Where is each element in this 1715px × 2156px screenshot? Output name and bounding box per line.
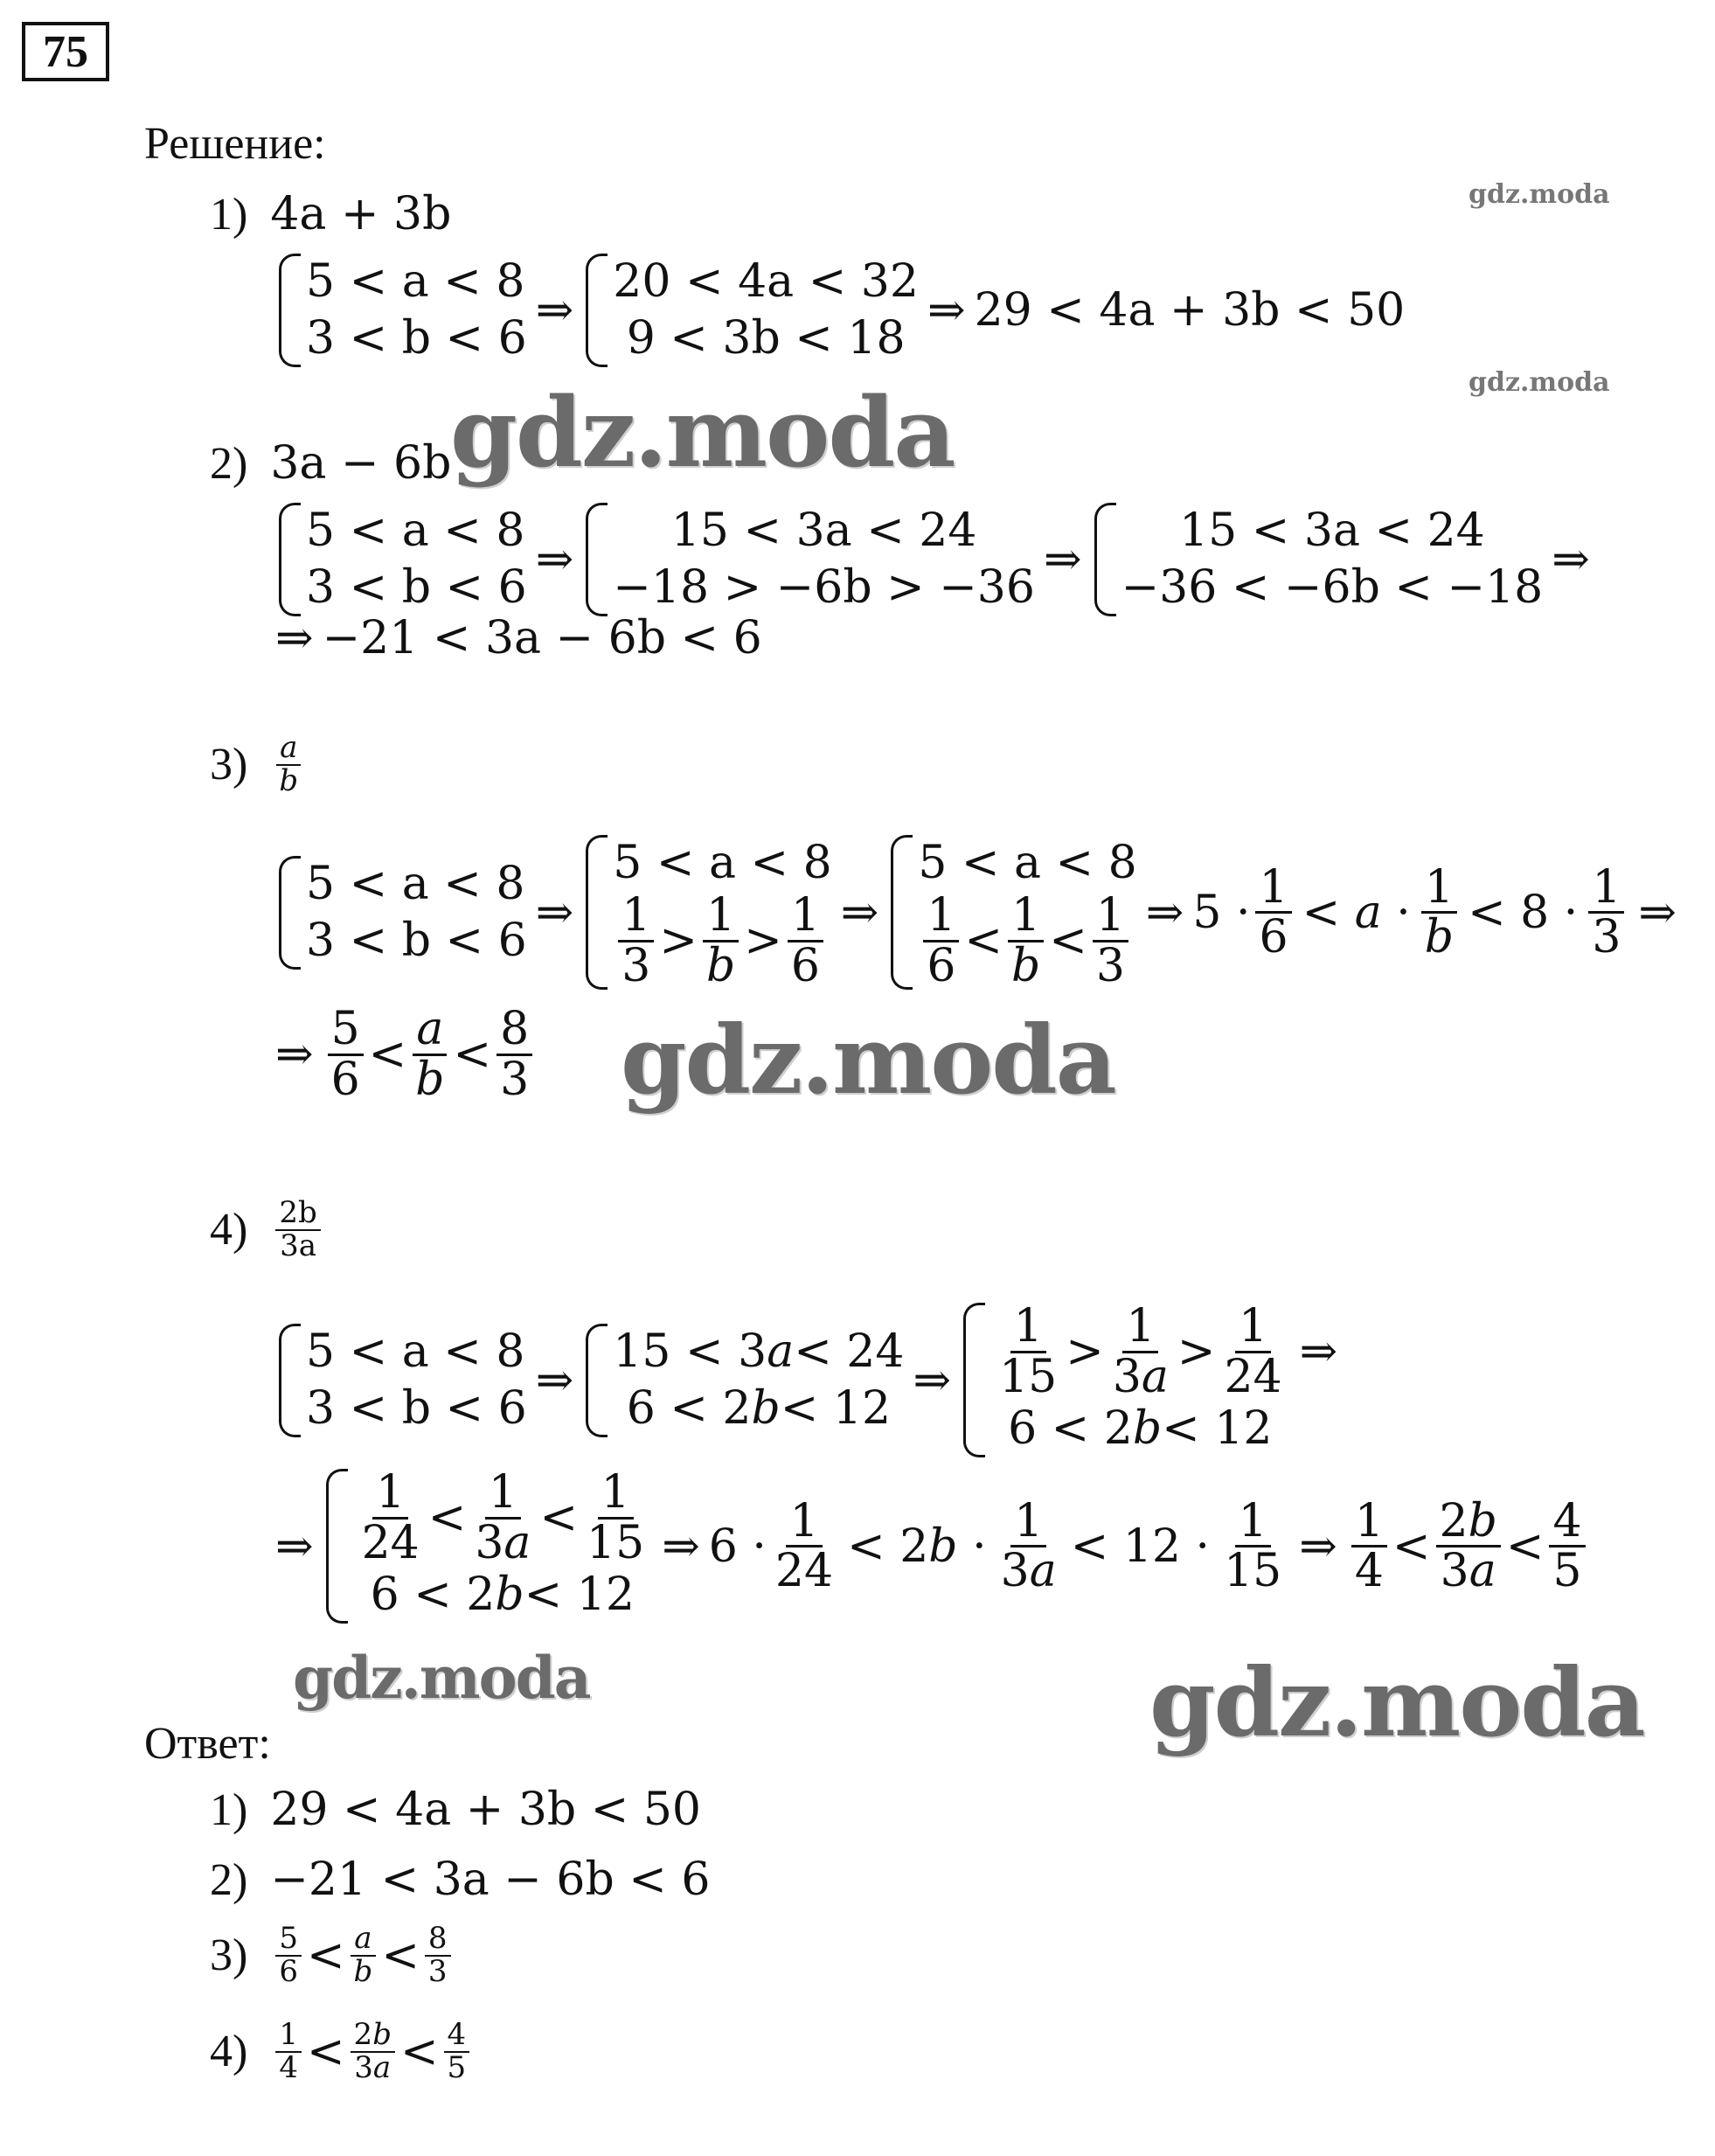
watermark-small-2: gdz.moda	[1469, 367, 1610, 398]
item-2-result: ⇒ −21 < 3a − 6b < 6	[275, 612, 762, 664]
problem-number-box	[22, 22, 109, 81]
given-system: 5 < a < 8 3 < b < 6	[275, 254, 527, 367]
item-1-work: 5 < a < 8 3 < b < 6 ⇒ 20 < 4a < 32 9 < 3b < 18 ⇒ 29 < 4a + 3b < 50	[275, 254, 1405, 367]
system-1b: 20 < 4a < 32 9 < 3b < 18	[582, 254, 919, 367]
watermark-3: gdz.moda	[293, 1644, 590, 1712]
watermark-small-1: gdz.moda	[1469, 179, 1610, 210]
watermark-2: gdz.moda	[621, 1005, 1115, 1116]
item-2-heading	[210, 437, 451, 490]
answer-1: 1) 29 < 4a + 3b < 50	[210, 1784, 702, 1836]
item-4-work: 5 < a < 8 3 < b < 6 ⇒ 15 < 3 a < 24 6 < 2 b < 12 ⇒ $\frac{1}{15}$ > $\frac{1}{3a}$ > $\frac{1}{24}$ ⇒ 6 < 2 b < 12	[275, 1303, 1346, 1457]
item-3-result: ⇒ $\frac{5}{6}$ < $\frac{a}{b}$ < $\frac{8}{3}$	[275, 1005, 538, 1103]
answer-3: 3) $\frac{5}{6}$ < $\frac{a}{b}$ < $\frac{8}{3}$	[210, 1923, 456, 1987]
problem-number: 75	[43, 26, 88, 77]
item-4-heading: 4) $\frac{2b}{3a}$	[210, 1198, 326, 1262]
answer-4: 4) $\frac{1}{4}$ < $\frac{2b}{3a}$ < $\frac{4}{5}$	[210, 2020, 475, 2083]
item-3-heading: 3) $\frac{a}{b}$	[210, 733, 307, 796]
item-number: 4)	[210, 1205, 248, 1255]
watermark-4: gdz.moda	[1149, 1648, 1644, 1758]
item-expression: 4a + 3b	[270, 188, 452, 240]
item-3-work: 5 < a < 8 3 < b < 6 ⇒ 5 < a < 8 $\frac{1}{3}$ > $\frac{1}{b}$ > $\frac{1}{6}$ ⇒ 5 < a < 8 $\frac{1}{6}$ < $\frac{1}{b}$ < $\frac{1}{3}$ ⇒ 5 · $\frac{1}{6}$ < a · $\frac{1}{b}$ < 8 · $\frac{1}{3}$ ⇒	[275, 835, 1685, 990]
item-4-result: ⇒ $\frac{1}{24}$ < $\frac{1}{3a}$ < $\frac{1}{15}$ 6 < 2 b < 12 ⇒ 6 · $\frac{1}{24}$ < 2b · $\frac{1}{3a}$ < 12 · $\frac{1}{15}$ ⇒ $\frac{1}{4}$ < $\frac{2b}{3a}$ < $\frac{4}{5}$	[275, 1469, 1591, 1624]
item-1-heading	[210, 188, 451, 240]
solution-heading: Решение:	[144, 119, 326, 169]
answer-heading: Ответ:	[144, 1719, 271, 1769]
answer-2: 2) −21 < 3a − 6b < 6	[210, 1853, 711, 1906]
item-expression: 3a − 6b	[270, 437, 452, 490]
watermark-1: gdz.moda	[450, 376, 955, 489]
result-1: 29 < 4a + 3b < 50	[974, 284, 1406, 337]
item-2-work: 5 < a < 8 3 < b < 6 ⇒ 15 < 3a < 24 −18 > −6b > −36 ⇒ 15 < 3a < 24 −36 < −6b < −18 ⇒	[275, 503, 1599, 616]
item-number: 3)	[210, 740, 248, 790]
item-number: 2)	[210, 438, 248, 489]
item-number: 1)	[210, 189, 248, 240]
